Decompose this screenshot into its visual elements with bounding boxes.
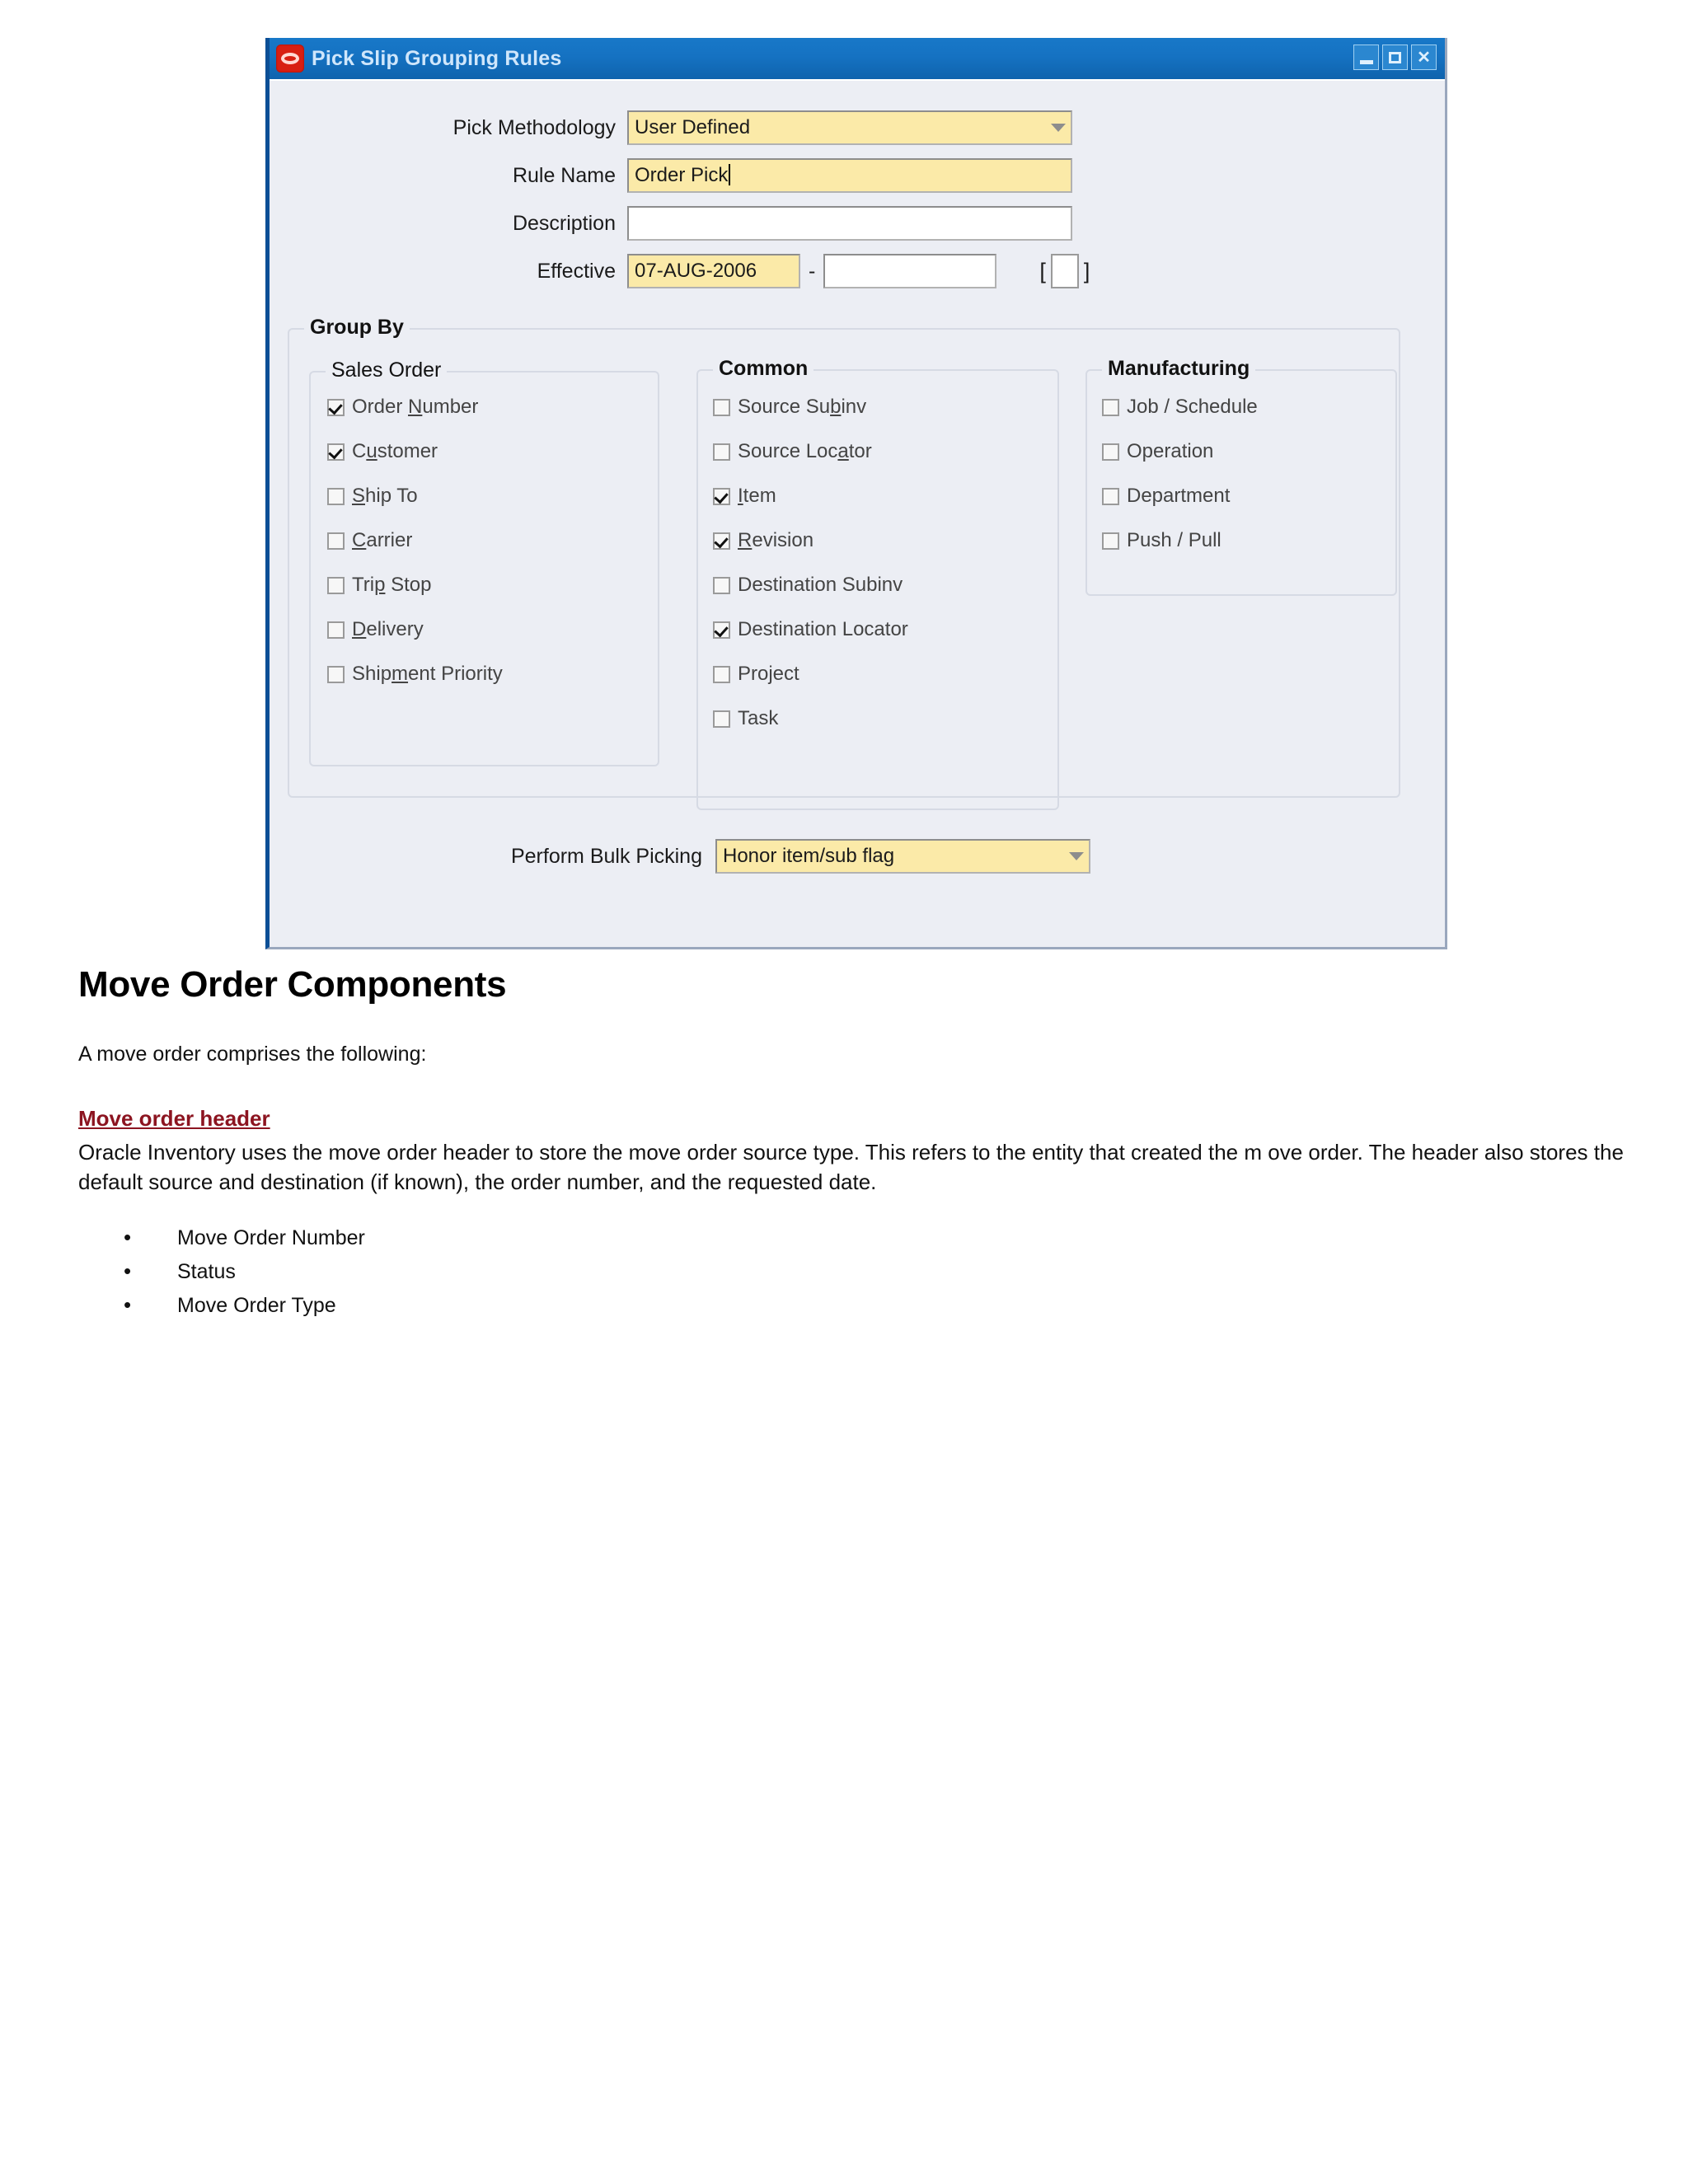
list-item: • Status	[124, 1255, 365, 1289]
minimize-button[interactable]	[1353, 45, 1379, 70]
checkbox-push-pull[interactable]	[1102, 529, 1221, 552]
checkbox-label: Delivery	[352, 618, 424, 640]
checkbox-operation[interactable]	[1102, 440, 1213, 463]
checkbox-label: Destination Locator	[738, 618, 908, 640]
description-input[interactable]	[627, 206, 1072, 241]
sales-order-legend: Sales Order	[326, 359, 447, 382]
component-list	[124, 1221, 365, 1323]
group-by-legend: Group By	[304, 316, 410, 340]
checkbox-label: Shipment Priority	[352, 663, 503, 685]
checkbox-customer[interactable]	[327, 440, 438, 463]
description-label: Description	[512, 211, 616, 235]
checkbox-box	[713, 399, 730, 416]
checkbox-label: Source Locator	[738, 440, 872, 462]
text-caret	[729, 164, 730, 185]
checkbox-label: Department	[1127, 485, 1231, 507]
checkbox-job-schedule[interactable]	[1102, 396, 1258, 419]
chevron-down-icon	[1069, 852, 1084, 860]
rule-name-label: Rule Name	[512, 163, 616, 187]
checkbox-box	[1102, 532, 1119, 550]
page-title: Move Order Components	[78, 964, 507, 1005]
checkbox-box	[327, 621, 345, 639]
checkbox-label: Item	[738, 485, 776, 507]
window-controls	[1353, 45, 1437, 70]
list-item: • Move Order Type	[124, 1289, 365, 1323]
checkbox-project[interactable]	[713, 663, 799, 686]
checkbox-department[interactable]	[1102, 485, 1230, 508]
checkbox-label: Destination Subinv	[738, 574, 903, 596]
checkbox-delivery[interactable]	[327, 618, 424, 641]
list-item: • Move Order Number	[124, 1221, 365, 1255]
checkbox-box	[327, 443, 345, 461]
checkbox-carrier[interactable]	[327, 529, 412, 552]
manufacturing-panel	[1085, 357, 1397, 596]
dialog-titlebar[interactable]	[270, 38, 1445, 81]
checkbox-shipment-priority[interactable]	[327, 663, 503, 686]
checkbox-box	[327, 399, 345, 416]
checkbox-box	[327, 532, 345, 550]
checkbox-label: Project	[738, 663, 799, 685]
checkbox-box	[713, 443, 730, 461]
checkbox-label: Trip Stop	[352, 574, 432, 596]
checkbox-box	[327, 488, 345, 505]
pick-methodology-row	[270, 110, 1072, 145]
checkbox-box	[713, 621, 730, 639]
checkbox-label: Source Subinv	[738, 396, 867, 418]
checkbox-revision[interactable]	[713, 529, 814, 552]
effective-from-value: 07-AUG-2006	[635, 260, 757, 282]
rule-name-value: Order Pick	[635, 164, 729, 186]
chevron-down-icon	[1051, 124, 1066, 132]
pick-slip-grouping-rules-dialog	[265, 38, 1447, 949]
checkbox-box	[1102, 399, 1119, 416]
common-legend: Common	[713, 357, 814, 381]
perform-bulk-picking-row	[270, 839, 1090, 874]
body-paragraph: Oracle Inventory uses the move order header to store the move order source type. This refers to the entity that created the m ove order. The header also stores the default source and destination (if known), the order number, and the requested date.	[78, 1140, 1624, 1194]
bracket-open: [	[1039, 258, 1046, 284]
pick-methodology-value: User Defined	[635, 116, 751, 138]
effective-to-input[interactable]	[823, 254, 996, 288]
checkbox-box	[713, 666, 730, 683]
checkbox-label: Operation	[1127, 440, 1214, 462]
rule-name-input[interactable]	[627, 158, 1072, 193]
oracle-logo-icon	[276, 45, 304, 73]
effective-flag-checkbox[interactable]	[1051, 254, 1079, 288]
checkbox-ship-to[interactable]	[327, 485, 418, 508]
checkbox-box	[1102, 488, 1119, 505]
dialog-title: Pick Slip Grouping Rules	[312, 46, 562, 70]
checkbox-box	[327, 577, 345, 594]
checkbox-box	[713, 710, 730, 728]
subsection-heading: Move order header	[78, 1106, 270, 1131]
checkbox-label: Push / Pull	[1127, 529, 1221, 551]
checkbox-label: Order Number	[352, 396, 479, 418]
checkbox-label: Ship To	[352, 485, 418, 507]
checkbox-box	[713, 488, 730, 505]
intro-paragraph: A move order comprises the following:	[78, 1043, 427, 1066]
checkbox-box	[713, 577, 730, 594]
pick-methodology-label: Pick Methodology	[452, 115, 616, 139]
checkbox-box	[1102, 443, 1119, 461]
checkbox-box	[327, 666, 345, 683]
checkbox-source-subinv[interactable]	[713, 396, 866, 419]
bracket-close: ]	[1083, 258, 1090, 284]
dialog-form-body	[270, 81, 1445, 947]
close-button[interactable]: ✕	[1411, 45, 1437, 70]
maximize-button[interactable]	[1382, 45, 1408, 70]
checkbox-label: Job / Schedule	[1127, 396, 1258, 418]
checkbox-label: Carrier	[352, 529, 413, 551]
checkbox-box	[713, 532, 730, 550]
perform-bulk-picking-label: Perform Bulk Picking	[510, 844, 702, 868]
checkbox-order-number[interactable]	[327, 396, 478, 419]
checkbox-destination-subinv[interactable]	[713, 574, 903, 597]
checkbox-label: Task	[738, 707, 779, 729]
rule-name-row	[270, 158, 1072, 193]
effective-row	[270, 254, 1090, 288]
checkbox-label: Revision	[738, 529, 814, 551]
checkbox-label: Customer	[352, 440, 438, 462]
checkbox-task[interactable]	[713, 707, 778, 730]
pick-methodology-combo[interactable]	[627, 110, 1072, 145]
perform-bulk-picking-value: Honor item/sub flag	[723, 845, 895, 867]
description-row	[270, 206, 1072, 241]
effective-separator: -	[809, 259, 816, 283]
effective-label: Effective	[537, 259, 616, 283]
common-panel	[696, 357, 1059, 810]
checkbox-source-locator[interactable]	[713, 440, 872, 463]
effective-from-input[interactable]	[627, 254, 800, 288]
manufacturing-legend: Manufacturing	[1102, 357, 1255, 381]
sales-order-panel	[309, 359, 659, 766]
checkbox-trip-stop[interactable]	[327, 574, 432, 597]
perform-bulk-picking-combo[interactable]	[715, 839, 1090, 874]
checkbox-item[interactable]	[713, 485, 776, 508]
checkbox-destination-locator[interactable]	[713, 618, 908, 641]
